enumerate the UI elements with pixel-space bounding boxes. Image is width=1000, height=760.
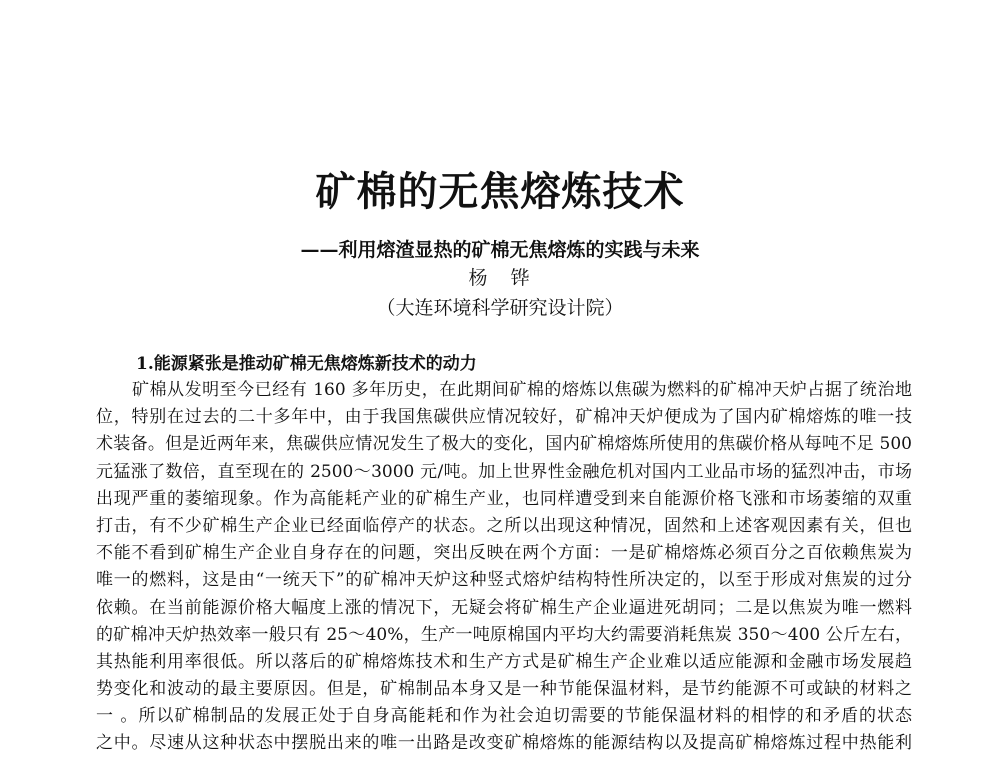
body-line: 术装备。但是近两年来，焦碳供应情况发生了极大的变化，国内矿棉熔炼所使用的焦碳价格从每吨不足 500 [96,434,912,455]
body-line: 一 。所以矿棉制品的发展正处于自身高能耗和作为社会迫切需要的节能保温材料的相悖的和矛盾的状态 [96,706,912,727]
body-line: 唯一的燃料，这是由“一统天下”的矿棉冲天炉这种竖式熔炉结构特性所决定的，以至于形成对焦炭的过分 [96,570,912,591]
body-line: 打击，有不少矿棉生产企业已经面临停产的状态。之所以出现这种情况，固然和上述客观因素有关，但也 [96,515,912,536]
body-line: 之中。尽速从这种状态中摆脱出来的唯一出路是改变矿棉熔炼的能源结构以及提高矿棉熔炼过程中热能利 [96,733,912,754]
body-text [96,377,912,758]
body-line: 矿棉从发明至今已经有 160 多年历史，在此期间矿棉的熔炼以焦碳为燃料的矿棉冲天炉占据了统治地 [132,380,912,400]
body-line: 的矿棉冲天炉热效率一般只有 25～40%，生产一吨原棉国内平均大约需要消耗焦炭 350～400 公斤左右， [96,624,912,645]
body-line: 不能不看到矿棉生产企业自身存在的问题，突出反映在两个方面：一是矿棉熔炼必须百分之百依赖焦炭为 [96,543,912,564]
author-name: 杨 铧 [468,267,532,289]
paper-subtitle: ——利用熔渣显热的矿棉无焦熔炼的实践与未来 [300,239,700,261]
body-line: 元猛涨了数倍，直至现在的 2500～3000 元/吨。加上世界性金融危机对国内工业品市场的猛烈冲击，市场 [96,461,912,482]
body-line: 势变化和波动的最主要原因。但是，矿棉制品本身又是一种节能保温材料，是节约能源不可或缺的材料之 [96,679,912,700]
body-line: 出现严重的萎缩现象。作为高能耗产业的矿棉生产业，也同样遭受到来自能源价格飞涨和市场萎缩的双重 [96,488,912,509]
section-heading: 1.能源紧张是推动矿棉无焦熔炼新技术的动力 [136,354,477,374]
body-line: 位，特别在过去的二十多年中，由于我国焦碳供应情况较好，矿棉冲天炉便成为了国内矿棉熔炼的唯一技 [96,407,912,428]
body-line: 依赖。在当前能源价格大幅度上涨的情况下，无疑会将矿棉生产企业逼进死胡同；二是以焦炭为唯一燃料 [96,597,912,618]
body-line: 其热能利用率很低。所以落后的矿棉熔炼技术和生产方式是矿棉生产企业难以适应能源和金融市场发展趋 [96,651,912,672]
author-affiliation: （大连环境科学研究设计院） [376,297,624,319]
paper-title: 矿棉的无焦熔炼技术 [315,168,685,215]
